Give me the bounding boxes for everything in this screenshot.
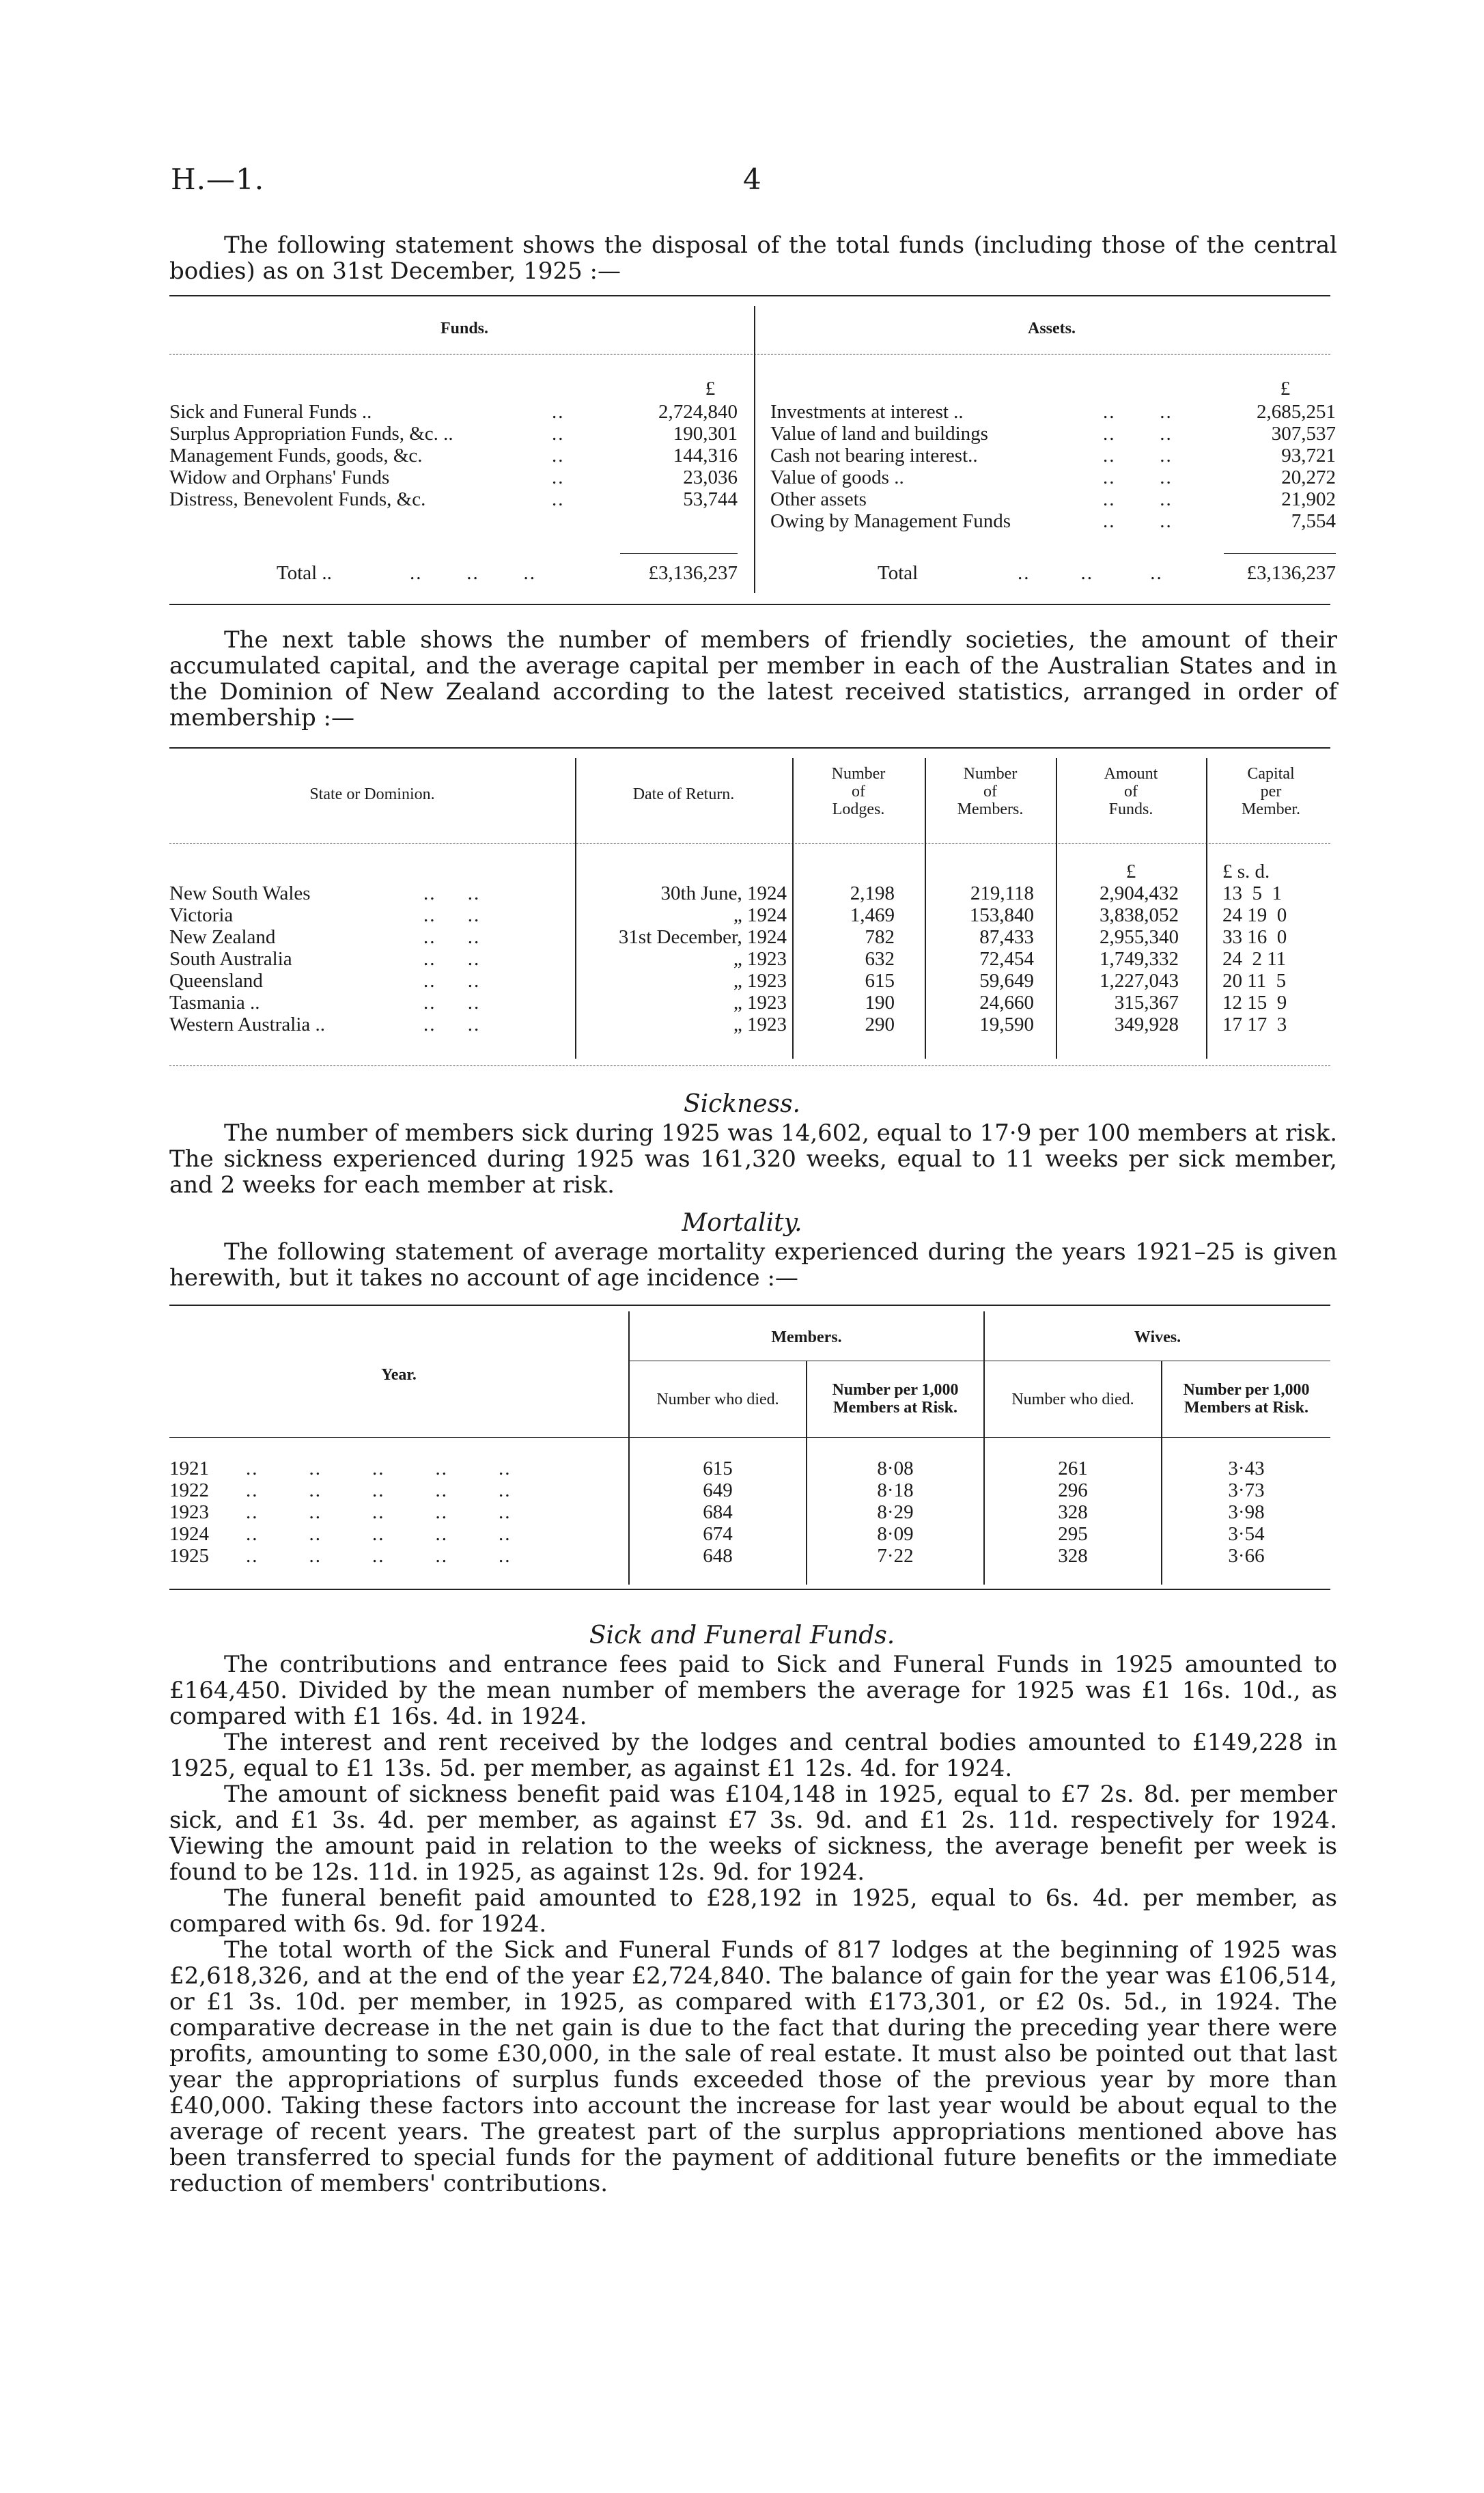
mortality-table-header-rule <box>169 1437 1330 1438</box>
members-who-died: 684 <box>703 1501 733 1523</box>
date-of-return: „ 1923 <box>733 1014 787 1035</box>
assets-row-leader: .. .. <box>1103 510 1173 532</box>
capital-per-member: 24 2 11 <box>1222 948 1287 970</box>
year-column-header: Year. <box>381 1366 417 1384</box>
funds-total-label: Total .. <box>277 562 332 584</box>
funds-row-leader: .. <box>552 445 565 466</box>
assets-row-value: 93,721 <box>1281 445 1336 466</box>
funds-row-leader: .. <box>552 488 565 510</box>
date-column-header: Date of Return. <box>632 785 735 803</box>
mortality-year: 1924 <box>169 1523 209 1545</box>
lodges-count: 290 <box>865 1014 895 1035</box>
members-count: 19,590 <box>979 1014 1034 1035</box>
mortality-row-leader: .. .. .. .. .. <box>246 1501 512 1523</box>
funds-amount: 2,904,432 <box>1100 882 1179 904</box>
capital-per-member: 17 17 3 <box>1222 1014 1287 1035</box>
capital-per-member: 33 16 0 <box>1222 926 1287 948</box>
members-count: 219,118 <box>970 882 1034 904</box>
funds-unit: £ <box>1125 861 1136 882</box>
state-name: New South Wales <box>169 882 311 904</box>
state-name: Western Australia .. <box>169 1014 325 1035</box>
members-who-died: 674 <box>703 1523 733 1545</box>
members-per-header: Number per 1,000 Members at Risk. <box>832 1381 959 1417</box>
funds-row-label: Distress, Benevolent Funds, &c. <box>169 488 426 510</box>
capital-column-header: Capital per Member. <box>1242 765 1300 818</box>
wives-who-died: 296 <box>1058 1479 1088 1501</box>
assets-row-label: Value of land and buildings <box>770 423 988 445</box>
capital-per-member: 24 19 0 <box>1222 904 1287 926</box>
assets-sum-rule <box>1224 553 1336 554</box>
mortality-year: 1922 <box>169 1479 209 1501</box>
wives-per-1000: 3·66 <box>1228 1545 1265 1567</box>
members-who-died: 649 <box>703 1479 733 1501</box>
lodges-count: 1,469 <box>850 904 895 926</box>
members-per-1000: 8·29 <box>877 1501 914 1523</box>
capital-unit: £ s. d. <box>1222 861 1270 882</box>
wives-per-1000: 3·43 <box>1228 1458 1265 1479</box>
wives-per-1000: 3·98 <box>1228 1501 1265 1523</box>
funds-row-value: 190,301 <box>673 423 738 445</box>
funds-row-value: 144,316 <box>673 445 738 466</box>
members-column-header: Number of Members. <box>957 765 1024 818</box>
mortality-year: 1925 <box>169 1545 209 1567</box>
members-per-1000: 8·08 <box>877 1458 914 1479</box>
members-per-1000: 8·18 <box>877 1479 914 1501</box>
lodges-count: 2,198 <box>850 882 895 904</box>
intro-paragraph-states: The next table shows the number of members of friendly societies, the amount of their accumulated capital, and the average capital per member in each of the Australian States and in the Dominion of New Zealand according to the latest received statistics, arranged in order of membership :— <box>169 626 1337 732</box>
funds-amount: 1,227,043 <box>1100 970 1179 992</box>
members-count: 72,454 <box>979 948 1034 970</box>
funds-row-value: 23,036 <box>683 466 738 488</box>
sick-funeral-paragraphs <box>169 1652 1337 2197</box>
funds-column-header: Amount of Funds. <box>1104 765 1158 818</box>
funds-amount: 2,955,340 <box>1100 926 1179 948</box>
state-name: South Australia <box>169 948 292 970</box>
assets-row-value: 20,272 <box>1281 466 1336 488</box>
assets-heading: Assets. <box>1028 320 1076 337</box>
mortality-paragraph: The following statement of average mortality experienced during the years 1921–25 is given herewith, but it takes no account of age incidence :— <box>169 1238 1337 1292</box>
state-row-leader: .. .. <box>423 926 481 948</box>
sick-funeral-paragraph: The interest and rent received by the lodges and central bodies amounted to £149,228 in 1925, equal to £1 13s. 5d. per member, as against £1 12s. 4d. for 1924. <box>169 1729 1337 1782</box>
sickness-heading: Sickness. <box>683 1090 801 1118</box>
wives-who-died: 328 <box>1058 1501 1088 1523</box>
assets-row-leader: .. .. <box>1103 423 1173 445</box>
wives-group-header: Wives. <box>1134 1328 1181 1346</box>
funds-amount: 1,749,332 <box>1100 948 1179 970</box>
funds-row-value: 53,744 <box>683 488 738 510</box>
funds-table-bottom-rule <box>169 604 1330 605</box>
members-count: 24,660 <box>979 992 1034 1014</box>
wives-died-header: Number who died. <box>1011 1391 1134 1408</box>
funds-row-leader: .. <box>552 466 565 488</box>
assets-row-leader: .. .. <box>1103 488 1173 510</box>
document-reference: H.—1. <box>171 163 265 196</box>
state-row-leader: .. .. <box>423 1014 481 1035</box>
assets-row-label: Other assets <box>770 488 867 510</box>
state-name: Tasmania .. <box>169 992 260 1014</box>
intro-paragraph-funds: The following statement shows the disposal of the total funds (including those of the central bodies) as on 31st December, 1925 :— <box>169 232 1337 285</box>
assets-row-value: 307,537 <box>1271 423 1336 445</box>
sick-funeral-paragraph: The total worth of the Sick and Funeral Funds of 817 lodges at the beginning of 1925 was £2,618,326, and at the end of the year £2,724,840. The balance of gain for the year was £106,514, or £1 3s. 10d. per member, in 1925, as compared with £173,301, or £2 0s. 5d., in 1924. The comparative decrease in the net gain is due to the fact that during the preceding year there were profits, amounting to some £30,000, in the sale of real estate. It must also be pointed out that last year the appropriations of surplus funds exceeded those of the previous year by more than £40,000. Taking these factors into account the increase for last year would be about equal to the average of recent years. The greatest part of the surplus appropriations mentioned above has been transferred to special funds for the payment of additional future benefits or the immediate reduction of members' contributions. <box>169 1936 1337 2197</box>
wives-per-header: Number per 1,000 Members at Risk. <box>1183 1381 1310 1417</box>
mortality-row-leader: .. .. .. .. .. <box>246 1545 512 1567</box>
mortality-table-top-rule <box>169 1305 1330 1306</box>
lodges-column-header: Number of Lodges. <box>831 765 886 818</box>
state-row-leader: .. .. <box>423 992 481 1014</box>
assets-row-value: 7,554 <box>1291 510 1336 532</box>
page-number: 4 <box>743 163 761 196</box>
assets-row-value: 21,902 <box>1281 488 1336 510</box>
funds-row-label: Management Funds, goods, &c. <box>169 445 423 466</box>
assets-total-leader: .. .. .. <box>1018 562 1163 584</box>
funds-row-label: Surplus Appropriation Funds, &c. .. <box>169 423 453 445</box>
sick-funeral-paragraph: The funeral benefit paid amounted to £28,192 in 1925, equal to 6s. 4d. per member, as compared with 6s. 9d. for 1924. <box>169 1884 1337 1938</box>
members-count: 59,649 <box>979 970 1034 992</box>
assets-row-label: Cash not bearing interest.. <box>770 445 978 466</box>
assets-row-label: Investments at interest .. <box>770 401 964 423</box>
assets-currency: £ <box>1280 378 1291 400</box>
capital-per-member: 20 11 5 <box>1222 970 1287 992</box>
wives-per-1000: 3·54 <box>1228 1523 1265 1545</box>
capital-per-member: 12 15 9 <box>1222 992 1287 1014</box>
date-of-return: „ 1924 <box>733 904 787 926</box>
mortality-table-bottom-rule <box>169 1589 1330 1590</box>
lodges-count: 615 <box>865 970 895 992</box>
members-per-1000: 7·22 <box>877 1545 914 1567</box>
wives-who-died: 261 <box>1058 1458 1088 1479</box>
assets-row-label: Owing by Management Funds <box>770 510 1011 532</box>
date-of-return: „ 1923 <box>733 992 787 1014</box>
assets-total-value: £3,136,237 <box>1246 562 1336 584</box>
state-column-header: State or Dominion. <box>309 785 435 803</box>
funds-amount: 315,367 <box>1114 992 1179 1014</box>
states-table-top-rule <box>169 747 1330 749</box>
funds-row-leader: .. <box>552 423 565 445</box>
wives-per-1000: 3·73 <box>1228 1479 1265 1501</box>
assets-total-label: Total <box>878 562 919 584</box>
assets-row-leader: .. .. <box>1103 401 1173 423</box>
members-who-died: 615 <box>703 1458 733 1479</box>
date-of-return: „ 1923 <box>733 970 787 992</box>
wives-who-died: 328 <box>1058 1545 1088 1567</box>
assets-row-label: Value of goods .. <box>770 466 904 488</box>
wives-who-died: 295 <box>1058 1523 1088 1545</box>
funds-total-value: £3,136,237 <box>648 562 738 584</box>
state-row-leader: .. .. <box>423 882 481 904</box>
lodges-count: 190 <box>865 992 895 1014</box>
state-name: Queensland <box>169 970 263 992</box>
mortality-heading: Mortality. <box>682 1209 802 1237</box>
members-count: 87,433 <box>979 926 1034 948</box>
state-name: New Zealand <box>169 926 276 948</box>
assets-row-value: 2,685,251 <box>1257 401 1336 423</box>
sick-funeral-paragraph: The amount of sickness benefit paid was £104,148 in 1925, equal to £7 2s. 8d. per member sick, and £1 3s. 4d. per member, as against £7 3s. 9d. and £1 2s. 11d. respectively for 1924. Viewing the amount paid in relation to the weeks of sickness, the average benefit per week is found to be 12s. 11d. in 1925, as against 12s. 9d. for 1924. <box>169 1781 1337 1886</box>
state-row-leader: .. .. <box>423 970 481 992</box>
mortality-row-leader: .. .. .. .. .. <box>246 1479 512 1501</box>
assets-row-leader: .. .. <box>1103 445 1173 466</box>
assets-row-leader: .. .. <box>1103 466 1173 488</box>
state-name: Victoria <box>169 904 234 926</box>
members-who-died: 648 <box>703 1545 733 1567</box>
funds-sum-rule <box>620 553 738 554</box>
sick-funeral-paragraph: The contributions and entrance fees paid to Sick and Funeral Funds in 1925 amounted to £164,450. Divided by the mean number of members the average for 1925 was £1 16s. 10d., as compared with £1 16s. 4d. in 1924. <box>169 1651 1337 1730</box>
members-died-header: Number who died. <box>656 1391 779 1408</box>
funds-amount: 3,838,052 <box>1100 904 1179 926</box>
date-of-return: „ 1923 <box>733 948 787 970</box>
state-row-leader: .. .. <box>423 904 481 926</box>
members-group-header: Members. <box>771 1328 842 1346</box>
members-per-1000: 8·09 <box>877 1523 914 1545</box>
funds-table-top-rule <box>169 295 1330 296</box>
lodges-count: 782 <box>865 926 895 948</box>
funds-row-value: 2,724,840 <box>658 401 738 423</box>
mortality-year: 1923 <box>169 1501 209 1523</box>
lodges-count: 632 <box>865 948 895 970</box>
funds-row-label: Widow and Orphans' Funds <box>169 466 390 488</box>
funds-table-divider <box>754 306 755 593</box>
funds-total-leader: .. .. .. <box>410 562 536 584</box>
sickness-paragraph: The number of members sick during 1925 was 14,602, equal to 17·9 per 100 members at risk. The sickness experienced during 1925 was 161,320 weeks, equal to 11 weeks per sick member, and 2 weeks for each member at risk. <box>169 1119 1337 1199</box>
sick-funeral-heading: Sick and Funeral Funds. <box>589 1621 895 1649</box>
states-table-header-rule <box>169 843 1330 844</box>
date-of-return: 30th June, 1924 <box>660 882 787 904</box>
capital-per-member: 13 5 1 <box>1222 882 1282 904</box>
mortality-row-leader: .. .. .. .. .. <box>246 1523 512 1545</box>
members-count: 153,840 <box>969 904 1034 926</box>
mortality-row-leader: .. .. .. .. .. <box>246 1458 512 1479</box>
funds-heading: Funds. <box>440 320 489 337</box>
state-row-leader: .. .. <box>423 948 481 970</box>
states-col-divider <box>575 758 576 1059</box>
funds-row-label: Sick and Funeral Funds .. <box>169 401 372 423</box>
funds-currency: £ <box>705 378 716 400</box>
funds-row-leader: .. <box>552 401 565 423</box>
date-of-return: 31st December, 1924 <box>618 926 787 948</box>
mortality-year: 1921 <box>169 1458 209 1479</box>
funds-amount: 349,928 <box>1114 1014 1179 1035</box>
